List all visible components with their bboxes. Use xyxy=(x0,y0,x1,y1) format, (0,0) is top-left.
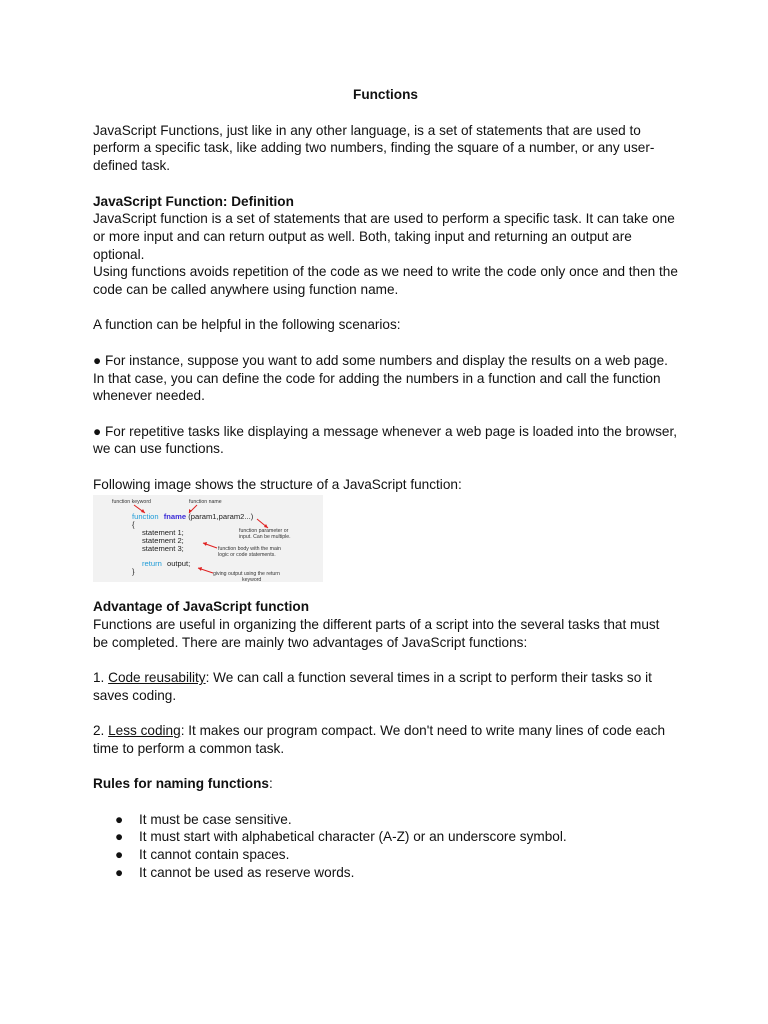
advantage-item-2-term: Less coding xyxy=(108,723,181,739)
note-return-1: giving output using the return xyxy=(213,571,280,578)
rules-list-item xyxy=(115,864,678,882)
note-return-2: keyword xyxy=(242,577,262,583)
rules-heading-suffix: : xyxy=(268,776,273,792)
intro-paragraph: JavaScript Functions, just like in any other language, is a set of statements that are used to perform a specific task, like adding two numbers, finding the square of a number, or any user-defined task. xyxy=(93,122,655,174)
advantage-item-2-text: : It makes our program compact. We don't need to write many lines of code each time to perform a common task. xyxy=(93,723,666,756)
rules-heading-text: Rules for naming functions xyxy=(93,776,269,792)
kw-function: function xyxy=(132,512,159,522)
label-function-keyword: function keyword xyxy=(112,499,151,506)
definition-paragraph-2: Using functions avoids repetition of the code as we need to write the code only once and then the code can be called anywhere using function name. xyxy=(93,264,678,298)
advantage-item-1 xyxy=(93,669,678,704)
statement-2: statement 2; xyxy=(142,536,184,546)
function-structure-figure xyxy=(93,495,323,582)
brace-open: { xyxy=(132,520,135,530)
scenarios-intro: A function can be helpful in the following scenarios: xyxy=(93,317,401,333)
rules-item-text: It cannot be used as reserve words. xyxy=(139,864,355,880)
advantage-item-1-term: Code reusability xyxy=(108,670,206,686)
advantage-heading: Advantage of JavaScript function xyxy=(93,599,310,615)
image-caption: Following image shows the structure of a JavaScript function: xyxy=(93,476,462,492)
advantage-item-1-number: 1. xyxy=(93,670,109,686)
bullet: ● xyxy=(115,811,124,827)
code-line-signature xyxy=(132,512,254,521)
rules-heading xyxy=(93,775,678,793)
page-title: Functions xyxy=(353,87,418,102)
advantage-item-1-text: : We can call a function several times in a script to perform their tasks so it saves coding. xyxy=(93,670,652,703)
note-body-2: logic or code statements. xyxy=(218,552,276,559)
label-function-name: function name xyxy=(189,499,222,506)
bullet: ● xyxy=(115,829,124,845)
advantage-item-2 xyxy=(93,722,678,757)
statement-1: statement 1; xyxy=(142,528,184,538)
rules-item-text: It must start with alphabetical character (A-Z) or an underscore symbol. xyxy=(139,829,567,845)
note-params-1: function parameter or xyxy=(239,528,289,535)
scenario-item-1: ● For instance, suppose you want to add some numbers and display the results on a web page. In that case, you can define the code for adding the numbers in a function and call the function whenever needed. xyxy=(93,352,668,404)
kw-fname: fname xyxy=(163,512,187,522)
rules-list xyxy=(93,811,678,882)
bullet: ● xyxy=(115,864,124,880)
definition-paragraph-1: JavaScript function is a set of statements that are used to perform a specific task. It can take one or more input and can return output as well. Both, taking input and returning an output are optional. xyxy=(93,211,675,262)
rules-item-text: It must be case sensitive. xyxy=(139,811,292,827)
code-line-return xyxy=(142,559,190,568)
note-params-2: input. Can be multiple. xyxy=(239,534,291,541)
advantage-paragraph: Functions are useful in organizing the different parts of a script into the several tasks that must be completed. There are mainly two advantages of JavaScript functions: xyxy=(93,617,660,650)
bullet: ● xyxy=(115,847,124,863)
kw-return: return xyxy=(142,559,162,569)
document-page xyxy=(93,86,678,882)
advantage-item-2-number: 2. xyxy=(93,723,109,739)
rules-list-item xyxy=(115,811,678,829)
rules-item-text: It cannot contain spaces. xyxy=(139,847,290,863)
params: (param1,param2...) xyxy=(188,512,254,522)
rules-list-item xyxy=(115,846,678,864)
return-output: output; xyxy=(166,559,191,569)
statement-3: statement 3; xyxy=(142,544,184,554)
definition-heading: JavaScript Function: Definition xyxy=(93,193,294,209)
brace-close: } xyxy=(132,567,135,577)
rules-list-item xyxy=(115,828,678,846)
note-body-1: function body with the main xyxy=(218,546,281,553)
scenario-item-2: ● For repetitive tasks like displaying a message whenever a web page is loaded into the browser, we can use functions. xyxy=(93,423,677,457)
